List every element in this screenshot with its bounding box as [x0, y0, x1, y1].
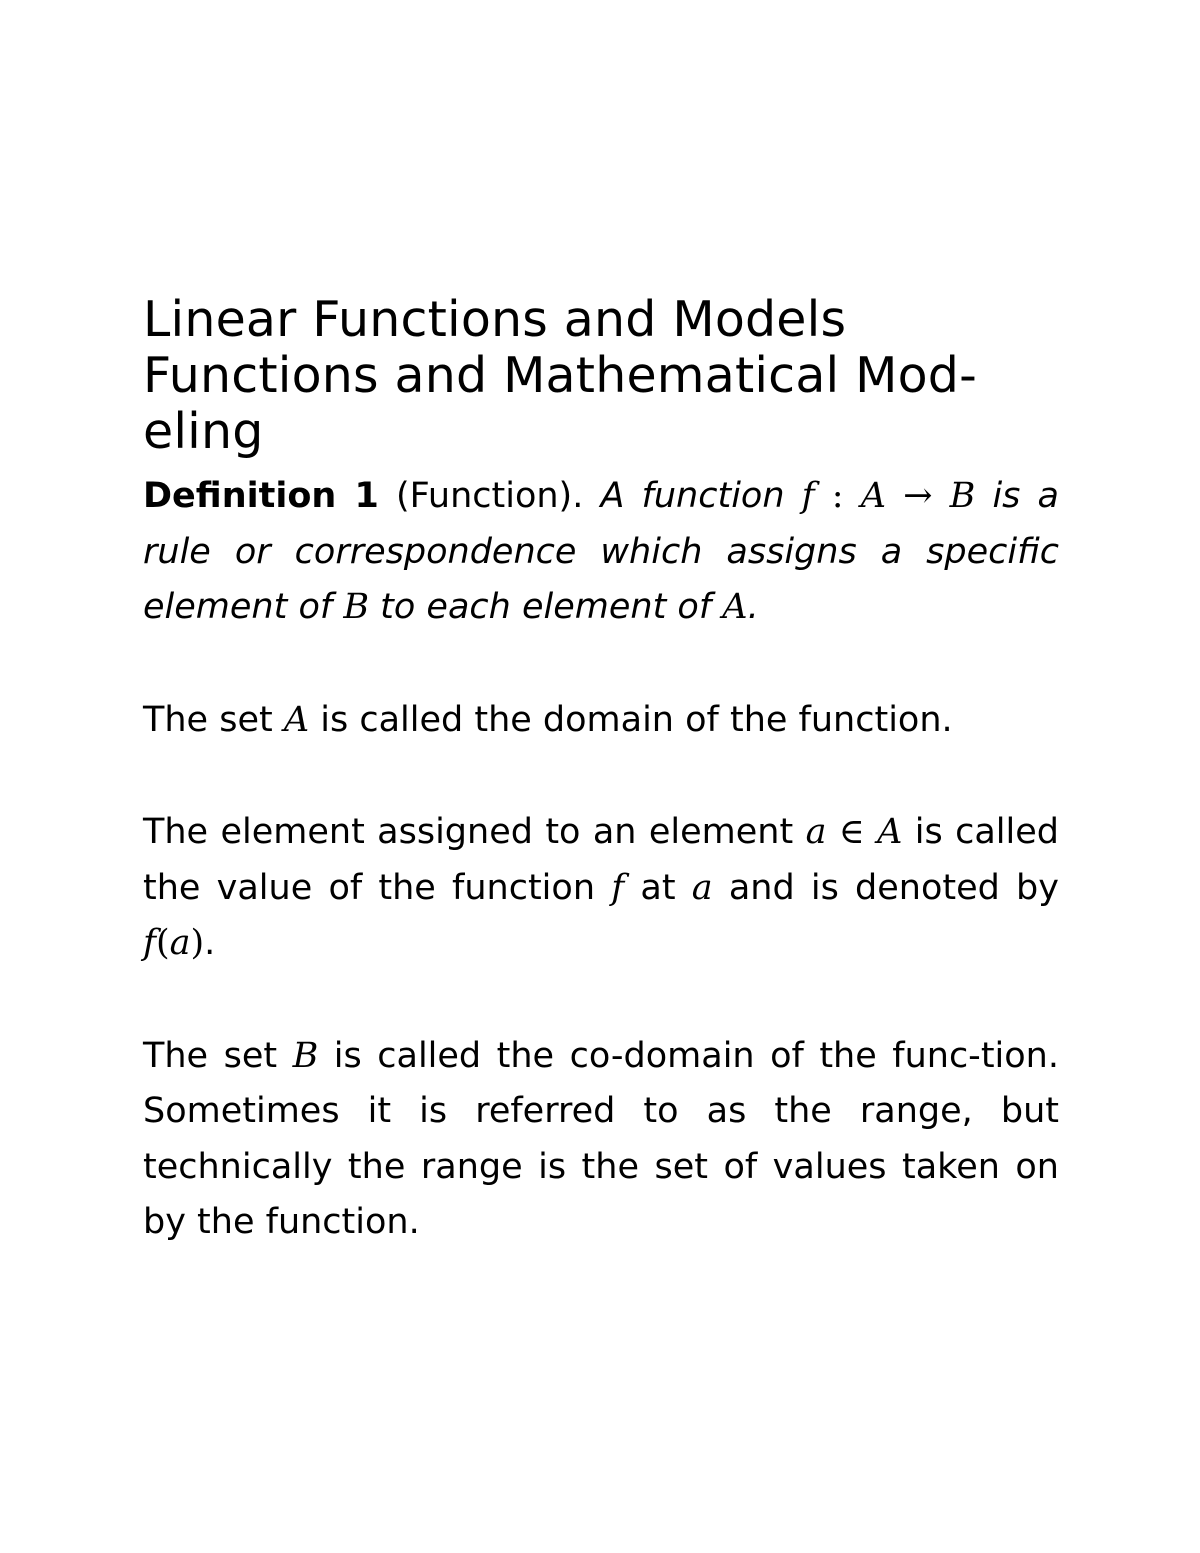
math-B: B	[292, 1035, 319, 1076]
paragraph-text: at	[624, 867, 692, 908]
math-paren-open: (	[155, 923, 170, 963]
paragraph-text: The set	[143, 699, 284, 740]
paragraph-codomain	[143, 1029, 1059, 1251]
math-B: B	[343, 587, 370, 627]
title-line-2: Functions and Mathematical Mod-	[143, 347, 977, 404]
title-line-1: Linear Functions and Models	[143, 291, 847, 348]
math-B: B	[949, 476, 976, 516]
document-title	[143, 292, 1059, 460]
math-A: A	[877, 812, 903, 852]
definition-text-2: is a rule or correspondence which assigns a specific element of	[143, 476, 1059, 627]
paragraph-text: The element assigned to an element	[143, 812, 806, 852]
math-arrow: →	[885, 476, 933, 516]
paragraph-text: is called the co-domain of the func-tion. Sometimes it is referred to as the range, but technically the range is the set of values taken on by the function.	[143, 1035, 1059, 1242]
title-line-3: eling	[143, 403, 264, 460]
math-a: a	[805, 812, 827, 852]
definition-text-1: A function	[600, 476, 785, 516]
definition-text-3: to each element of	[369, 587, 723, 627]
math-f: f	[611, 867, 625, 908]
paragraph-text: .	[204, 923, 216, 963]
definition-name: (Function).	[396, 476, 584, 516]
math-element-of: ∈	[826, 812, 878, 852]
paragraph-value	[143, 805, 1059, 972]
math-f: f	[143, 923, 156, 963]
paragraph-text: The set	[143, 1035, 293, 1076]
math-f: f	[801, 476, 815, 516]
math-A: A	[283, 699, 310, 740]
math-A: A	[860, 476, 886, 516]
paragraph-text: is called the domain of the function.	[309, 699, 953, 740]
math-A: A	[722, 587, 748, 627]
math-a: a	[691, 867, 713, 908]
math-colon: :	[814, 476, 861, 516]
document-page	[143, 292, 1059, 1251]
math-a: a	[169, 923, 191, 963]
definition-label: Definition 1	[143, 476, 379, 516]
paragraph-text: is called the value of the function	[143, 812, 1059, 908]
definition-text-4: .	[747, 587, 759, 627]
math-paren-close: )	[190, 923, 205, 963]
paragraph-domain	[143, 693, 1059, 749]
paragraph-text: and is denoted by	[712, 867, 1059, 908]
definition-block	[143, 469, 1059, 636]
